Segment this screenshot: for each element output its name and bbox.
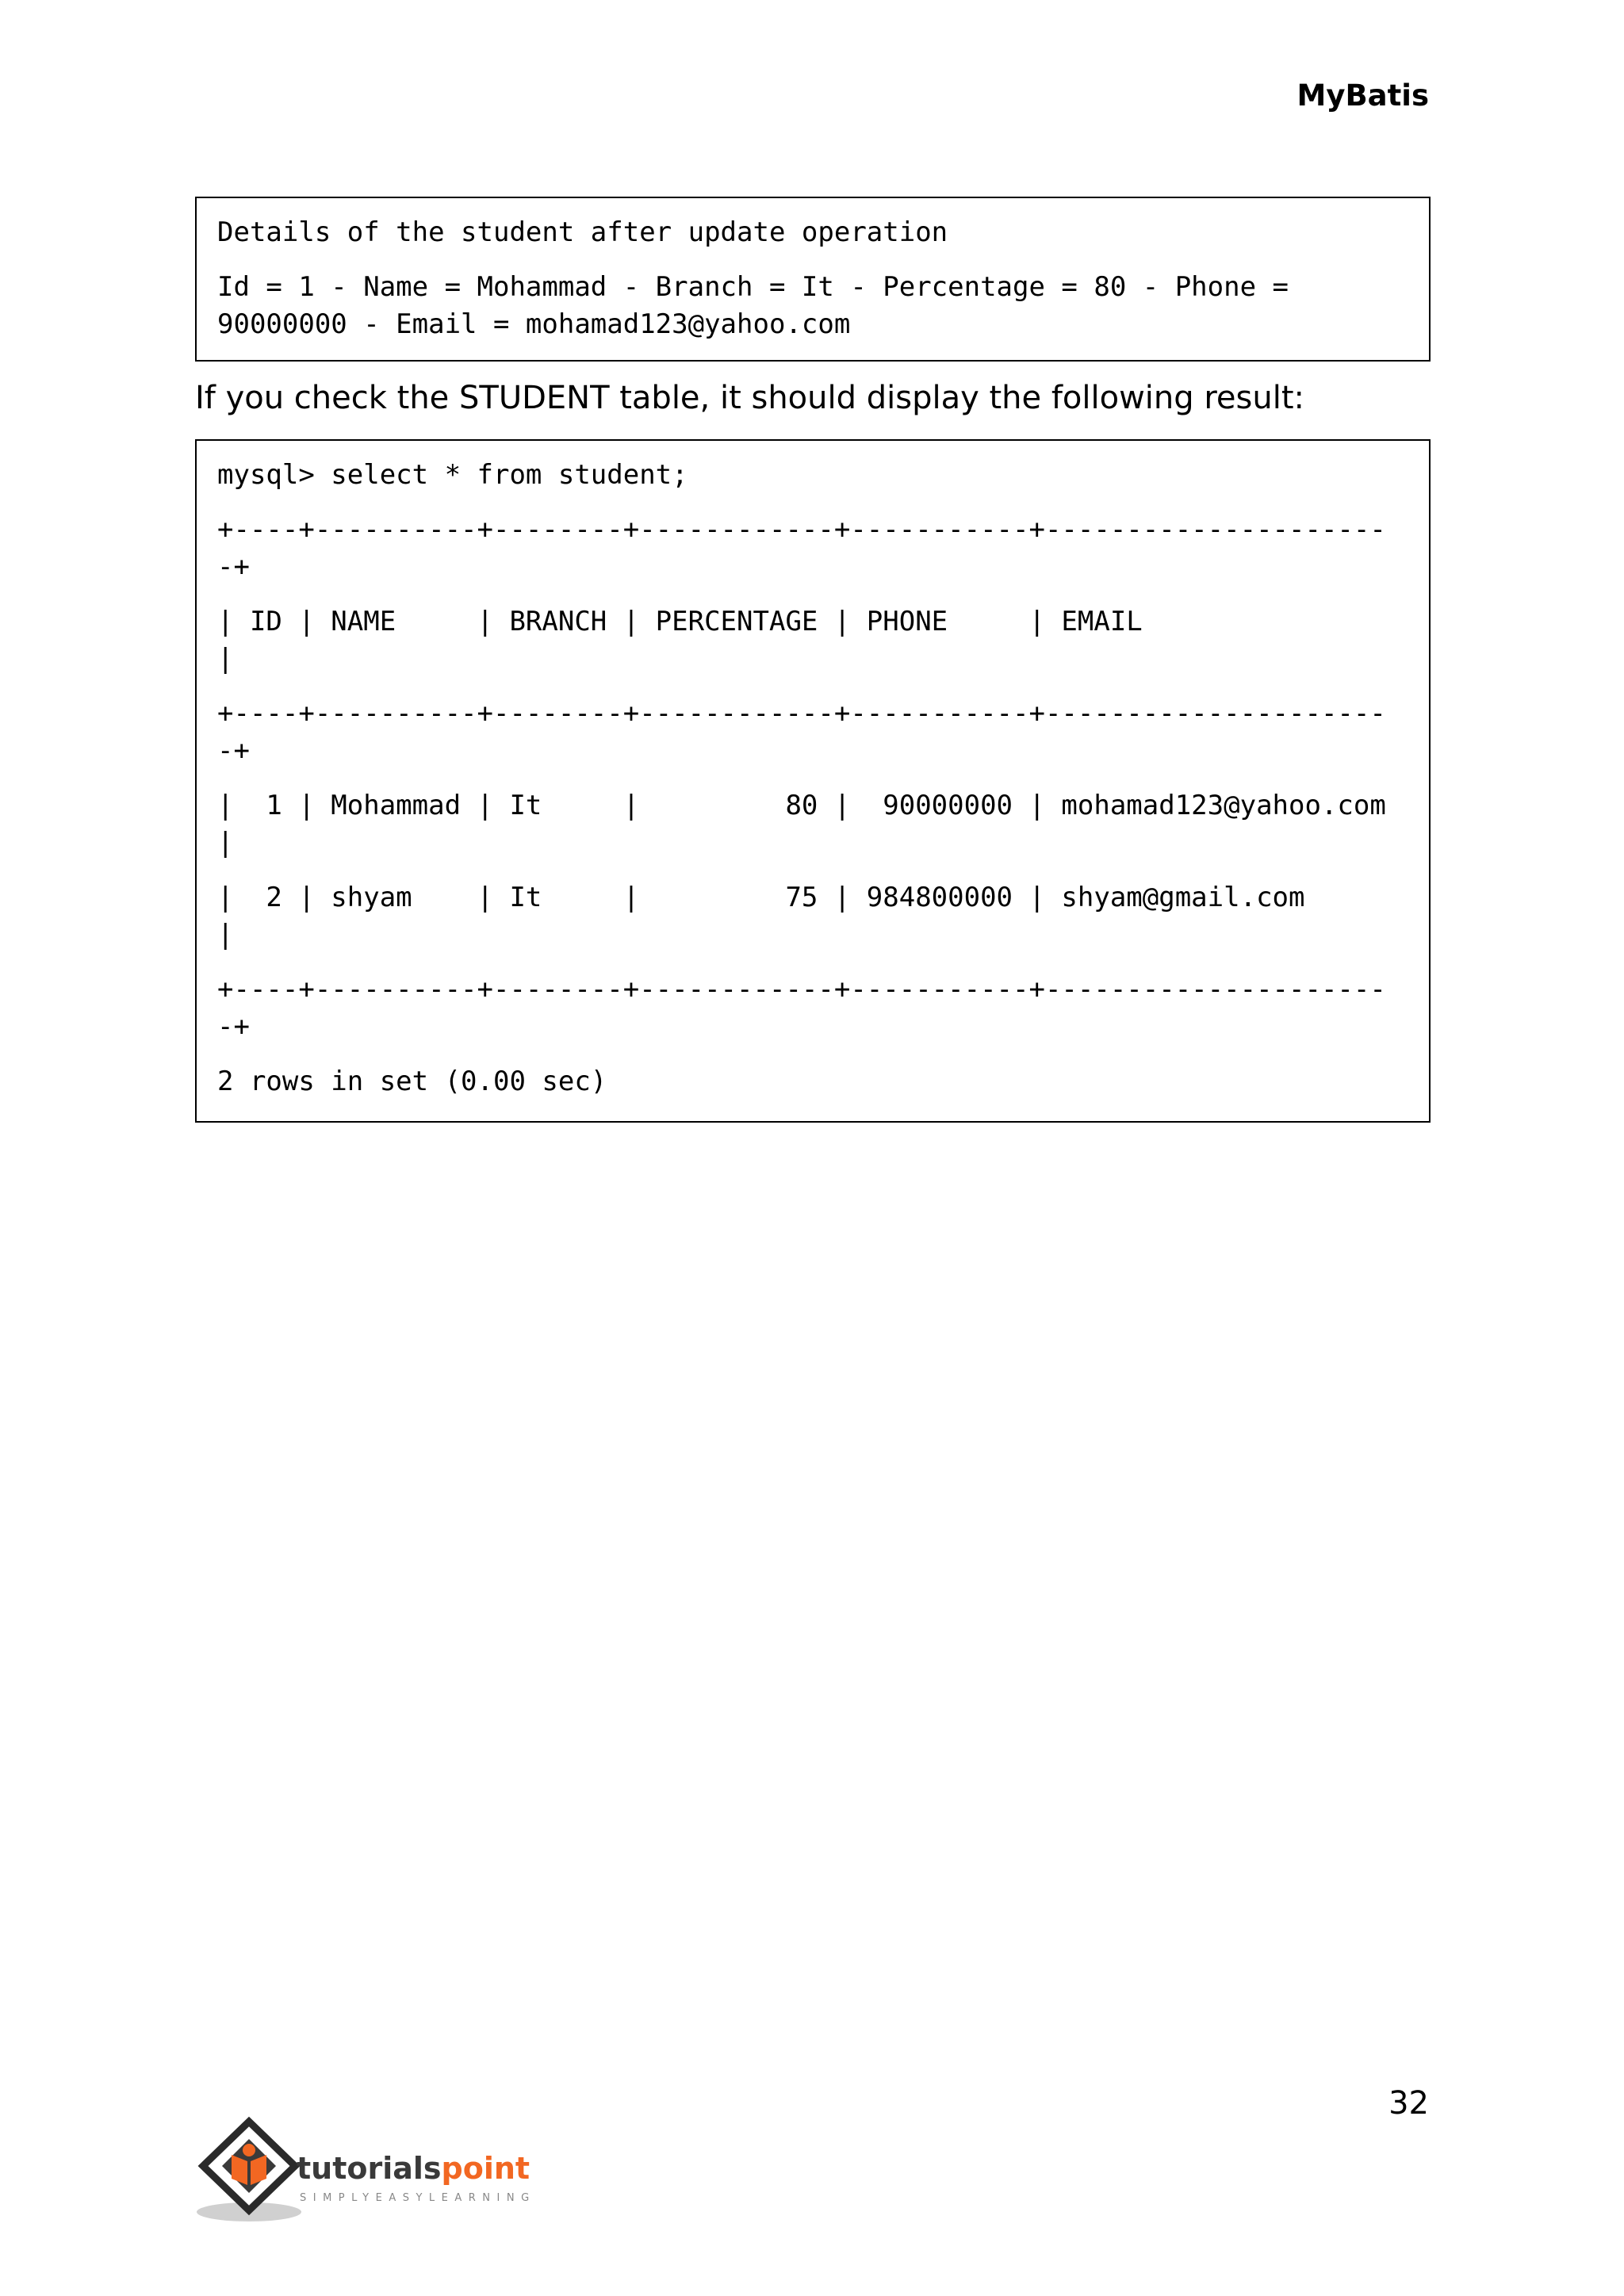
update-output-box [195,197,1431,362]
code-line: Details of the student after update operation [217,216,948,248]
table-border-line: +----+----------+--------+------------+-----------+--------------------- -+ [217,698,1386,767]
query-output-box [195,439,1431,1123]
svg-text:tutorialspoint: tutorialspoint [297,2151,530,2186]
page-number: 32 [1388,2085,1429,2122]
table-row-line: | 1 | Mohammad | It | 80 | 90000000 | mohamad123@yahoo.com | [217,790,1386,859]
svg-text:SIMPLYEASYLEARNING: SIMPLYEASYLEARNING [300,2192,536,2204]
code-line: mysql> select * from student; [217,459,688,491]
table-row-line: | 2 | shyam | It | 75 | 984800000 | shyam@gmail.com | [217,882,1305,951]
table-border-line: +----+----------+--------+------------+-----------+--------------------- -+ [217,514,1386,583]
tutorialspoint-logo [193,2115,542,2226]
result-summary-line: 2 rows in set (0.00 sec) [217,1066,607,1097]
table-header-line: | ID | NAME | BRANCH | PERCENTAGE | PHONE | EMAIL | [217,606,1143,675]
page-header-title: MyBatis [1297,78,1429,113]
code-line: Id = 1 - Name = Mohammad - Branch = It - Percentage = 80 - Phone = 90000000 - Email = mohamad123@yahoo.com [217,271,1305,340]
body-paragraph: If you check the STUDENT table, it should display the following result: [195,380,1305,416]
table-border-line: +----+----------+--------+------------+-----------+--------------------- -+ [217,974,1386,1043]
